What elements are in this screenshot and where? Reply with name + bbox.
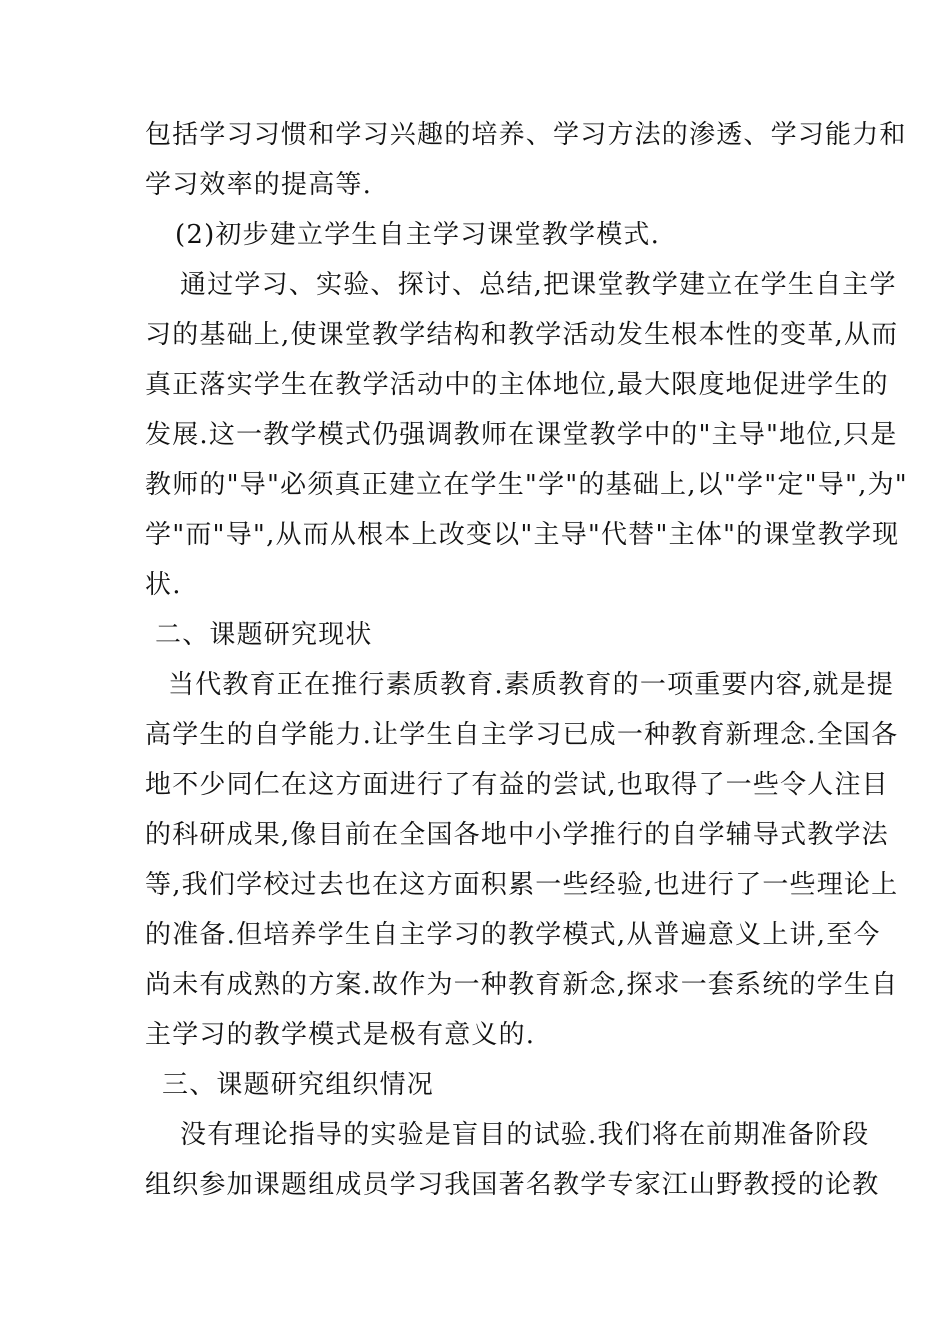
paragraph-start: 没有理论指导的实验是盲目的试验.我们将在前期准备阶段 xyxy=(180,1120,870,1150)
text-line: 组织参加课题组成员学习我国著名教学专家江山野教授的论教 xyxy=(145,1170,880,1200)
text-line: 发展.这一教学模式仍强调教师在课堂教学中的"主导"地位,只是 xyxy=(145,420,898,450)
paragraph-start: 当代教育正在推行素质教育.素质教育的一项重要内容,就是提 xyxy=(168,670,895,700)
text-line: 真正落实学生在教学活动中的主体地位,最大限度地促进学生的 xyxy=(145,370,889,400)
text-line: 学"而"导",从而从根本上改变以"主导"代替"主体"的课堂教学现 xyxy=(145,520,900,550)
numbered-point: (2)初步建立学生自主学习课堂教学模式. xyxy=(175,220,661,250)
paragraph-start: 通过学习、实验、探讨、总结,把课堂教学建立在学生自主学 xyxy=(180,270,897,300)
text-line: 学习效率的提高等. xyxy=(145,170,373,200)
section-heading: 三、课题研究组织情况 xyxy=(162,1070,435,1100)
text-line: 教师的"导"必须真正建立在学生"学"的基础上,以"学"定"导",为" xyxy=(145,470,908,500)
text-line: 的准备.但培养学生自主学习的教学模式,从普遍意义上讲,至今 xyxy=(145,920,881,950)
text-line: 主学习的教学模式是极有意义的. xyxy=(145,1020,536,1050)
text-line: 习的基础上,使课堂教学结构和教学活动发生根本性的变革,从而 xyxy=(145,320,899,350)
text-line: 高学生的自学能力.让学生自主学习已成一种教育新理念.全国各 xyxy=(145,720,899,750)
section-heading: 二、课题研究现状 xyxy=(155,620,373,650)
text-line: 等,我们学校过去也在这方面积累一些经验,也进行了一些理论上 xyxy=(145,870,899,900)
text-line: 尚未有成熟的方案.故作为一种教育新念,探求一套系统的学生自 xyxy=(145,970,899,1000)
text-line: 包括学习习惯和学习兴趣的培养、学习方法的渗透、学习能力和 xyxy=(145,120,907,150)
text-line: 地不少同仁在这方面进行了有益的尝试,也取得了一些令人注目 xyxy=(145,770,889,800)
text-line: 的科研成果,像目前在全国各地中小学推行的自学辅导式教学法 xyxy=(145,820,889,850)
text-line: 状. xyxy=(145,570,182,600)
